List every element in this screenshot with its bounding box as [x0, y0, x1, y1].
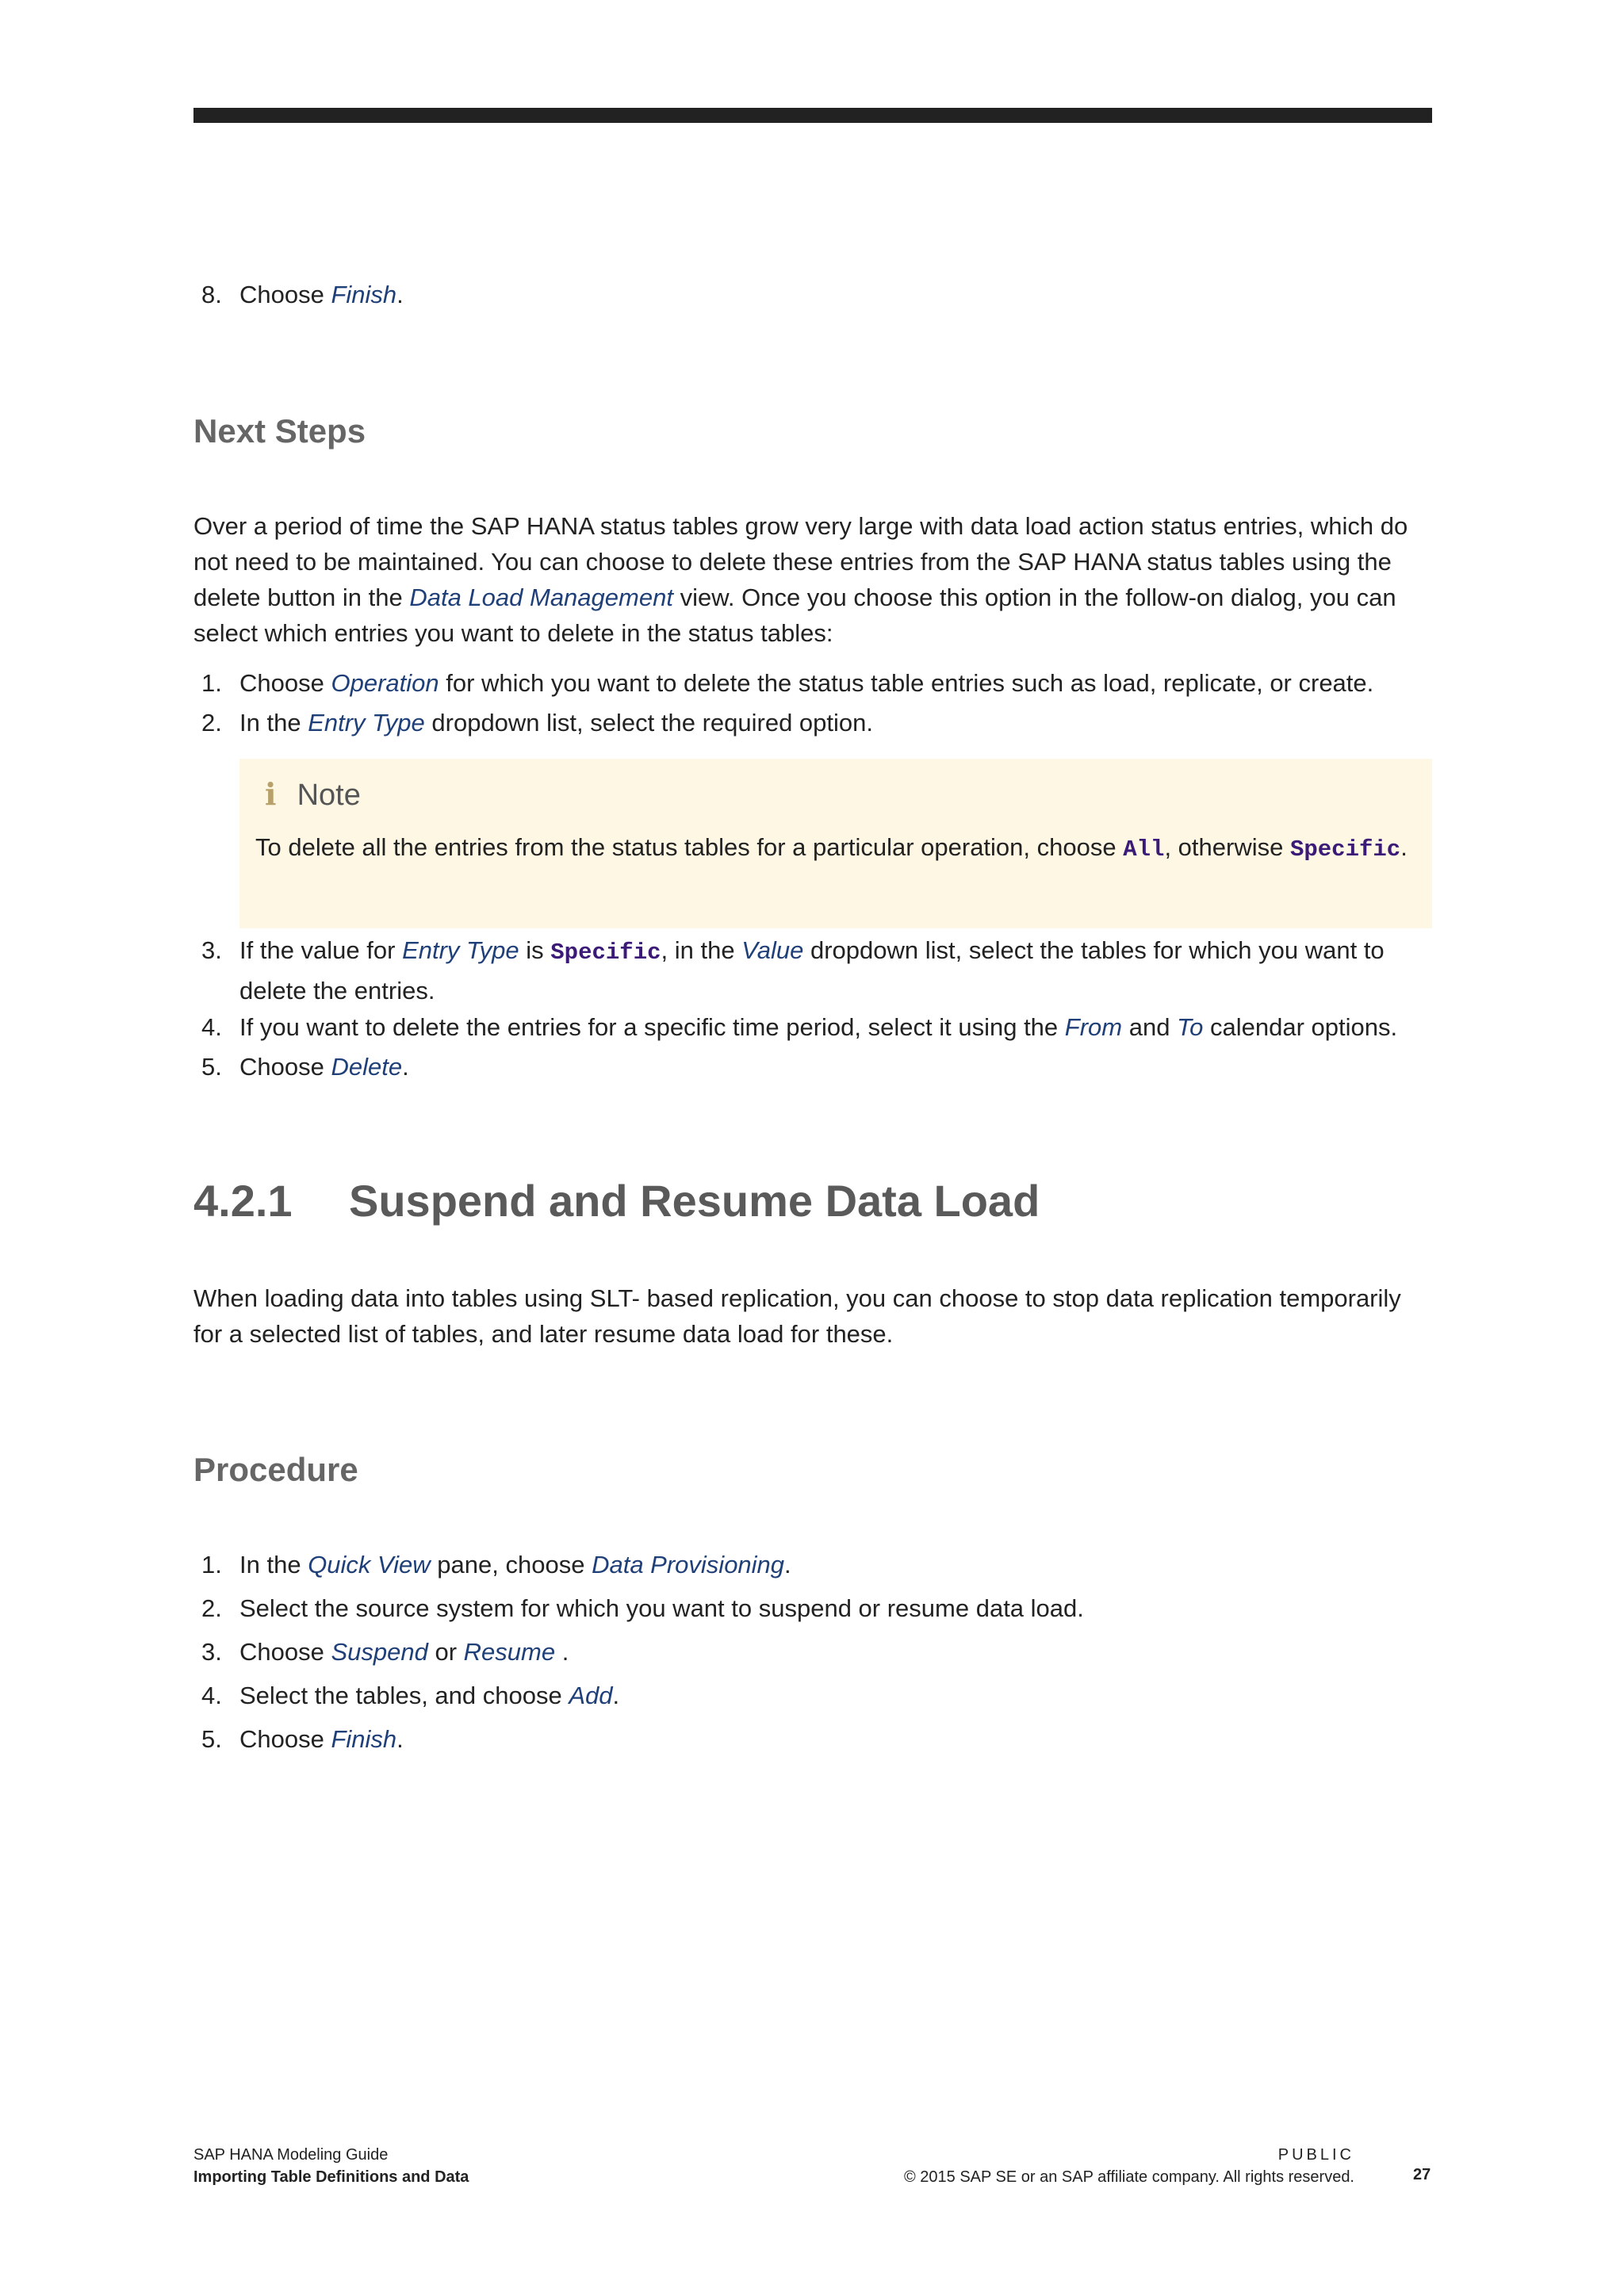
section-number: 4.2.1 — [193, 1176, 293, 1226]
note-title: Note — [297, 779, 361, 812]
note-box — [239, 759, 1432, 928]
copyright: © 2015 SAP SE or an SAP affiliate company. All rights reserved. — [903, 2168, 1354, 2186]
footer-left — [193, 2144, 469, 2188]
page-number: 27 — [1413, 2166, 1431, 2183]
chapter-title: Importing Table Definitions and Data — [193, 2168, 469, 2186]
section-intro: When loading data into tables using SLT- based replication, you can choose to stop data replication temporarily for a selected list of tables, and later resume data load for these. — [193, 1284, 1401, 1348]
next-steps-paragraph: Over a period of time the SAP HANA status tables grow very large with data load action status entries, which do not need to be maintained. You can choose to delete these entries from the SAP HANA status tables using the delete button in the Data Load Management view. Once you choose this option in the follow-on dialog, you can select which entries you want to delete in the status tables: — [193, 512, 1408, 647]
header-rule — [193, 108, 1432, 123]
heading-procedure: Procedure — [193, 1451, 358, 1488]
ui-term: Finish — [331, 281, 397, 308]
classification-label: PUBLIC — [1277, 2146, 1354, 2164]
section-title: 4.2.1 Suspend and Resume Data Load — [193, 1176, 1040, 1226]
guide-title: SAP HANA Modeling Guide — [193, 2146, 389, 2164]
footer-right — [904, 2144, 1354, 2188]
info-icon: i — [265, 776, 277, 812]
note-text: To delete all the entries from the status tables for a particular operation, choose All, otherwise Specific. — [255, 833, 1408, 863]
heading-next-steps: Next Steps — [193, 412, 366, 450]
note-header — [265, 776, 361, 813]
